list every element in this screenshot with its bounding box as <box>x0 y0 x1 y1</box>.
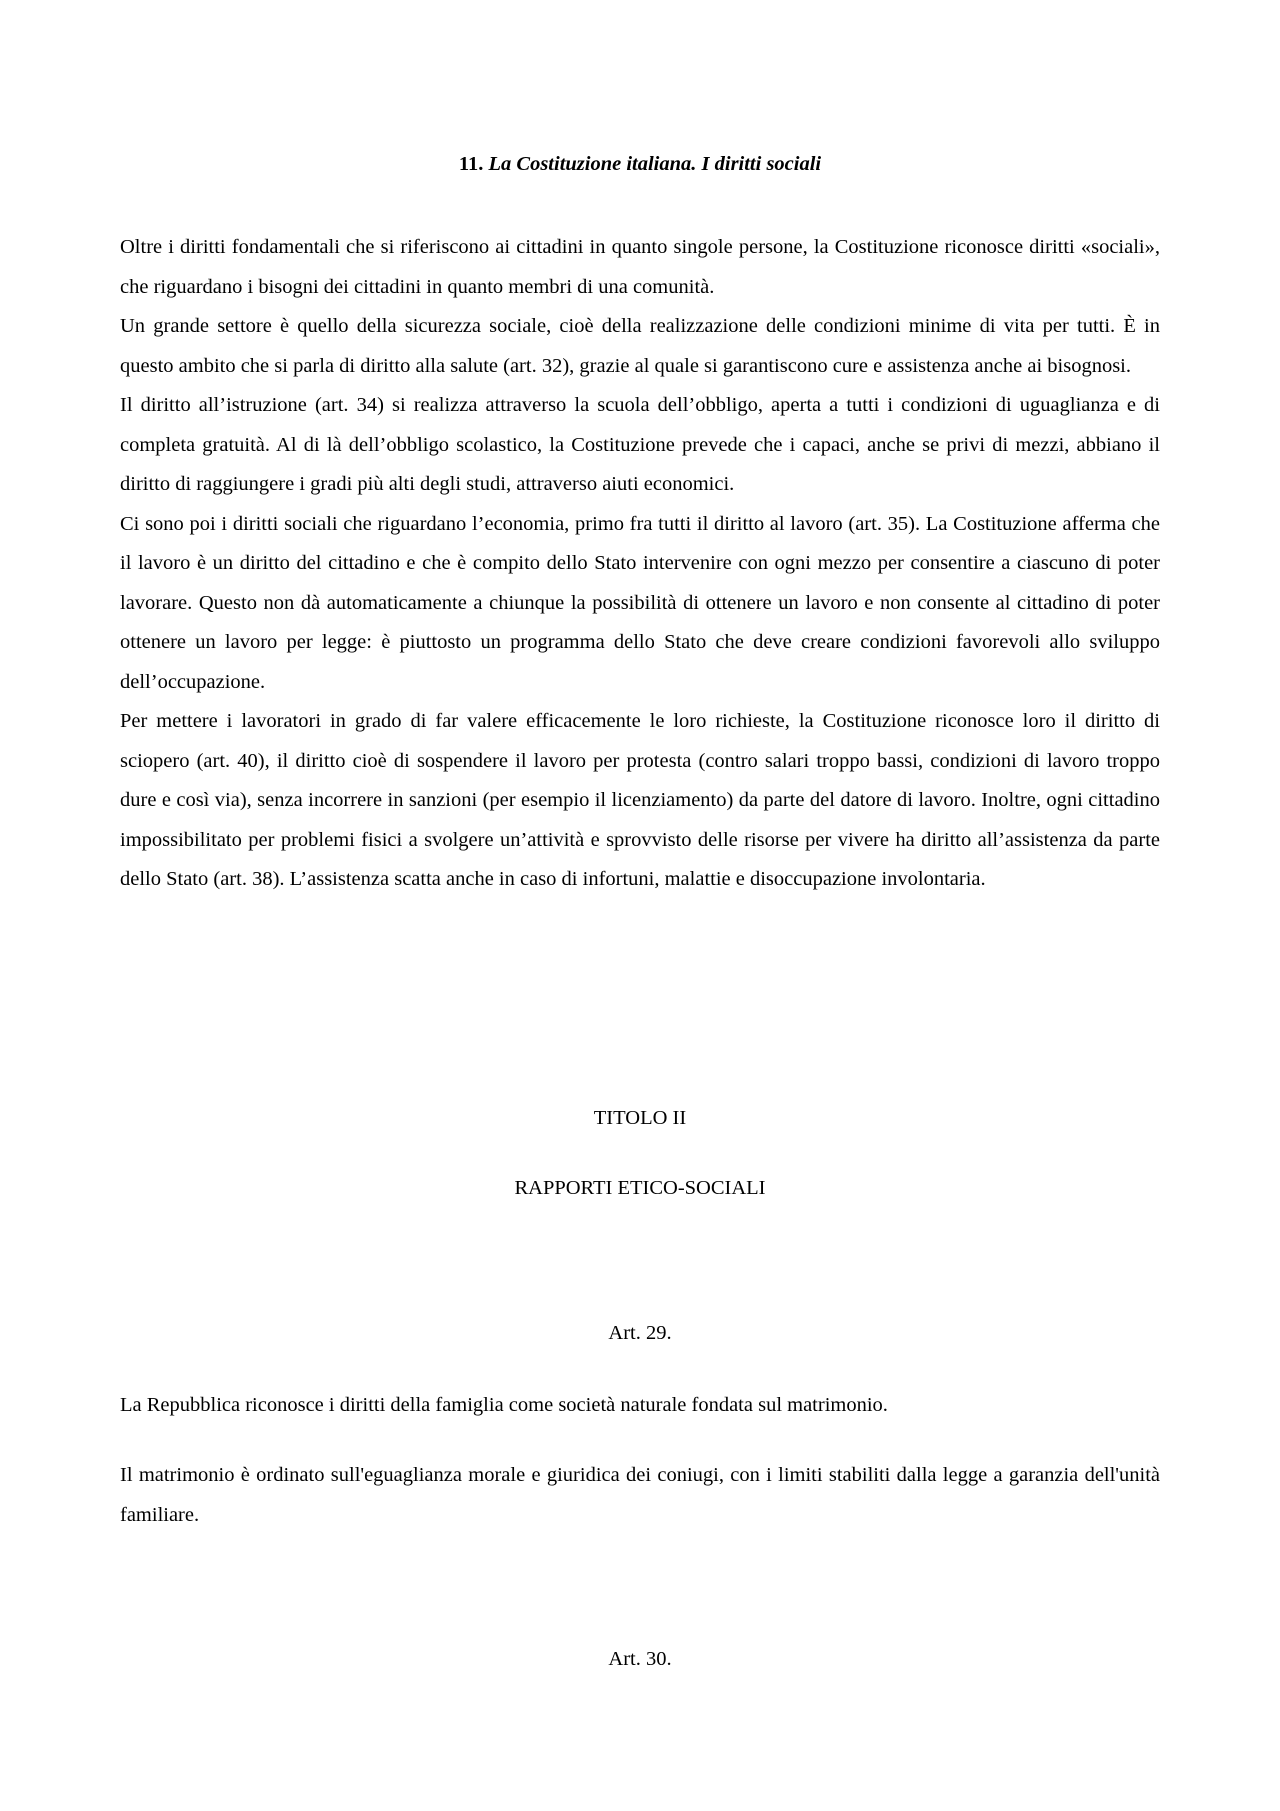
article-paragraph: La Repubblica riconosce i diritti della famiglia come società naturale fondata sul matrimonio. <box>120 1394 888 1416</box>
article-30-heading: Art. 30. <box>608 1648 672 1670</box>
paragraph: Per mettere i lavoratori in grado di far valere efficacemente le loro richieste, la Costituzione riconosce loro il diritto di sciopero (art. 40), il diritto cioè di sospendere il lavoro per protesta (contro salari troppo bassi, condizioni di lavoro troppo dure e così via), senza incorrere in sanzioni (per esempio il licenziamento) da parte del datore di lavoro. Inoltre, ogni cittadino impossibilitato per problemi fisici a svolgere un’attività e sprovvisto delle risorse per vivere ha diritto all’assistenza da parte dello Stato (art. 38). L’assistenza scatta anche in caso di infortuni, malattie e disoccupazione involontaria. <box>120 710 1160 890</box>
section-number: 11. <box>458 153 484 175</box>
article-29-body-2 <box>120 1455 1160 1535</box>
titolo-subtitle: RAPPORTI ETICO-SOCIALI <box>514 1177 766 1199</box>
titolo-label: TITOLO II <box>593 1107 687 1129</box>
article-paragraph: Il matrimonio è ordinato sull'eguaglianza morale e giuridica dei coniugi, con i limiti stabiliti dalla legge a garanzia dell'unità familiare. <box>120 1464 1160 1526</box>
section-heading <box>120 152 1160 176</box>
paragraph: Un grande settore è quello della sicurezza sociale, cioè della realizzazione delle condizioni minime di vita per tutti. È in questo ambito che si parla di diritto alla salute (art. 32), grazie al quale si garantiscono cure e assistenza anche ai bisognosi. <box>120 315 1160 377</box>
paragraph: Il diritto all’istruzione (art. 34) si realizza attraverso la scuola dell’obbligo, aperta a tutti i condizioni di uguaglianza e di completa gratuità. Al di là dell’obbligo scolastico, la Costituzione prevede che i capaci, anche se privi di mezzi, abbiano il diritto di raggiungere i gradi più alti degli studi, attraverso aiuti economici. <box>120 394 1160 495</box>
paragraph: Ci sono poi i diritti sociali che riguardano l’economia, primo fra tutti il diritto al lavoro (art. 35). La Costituzione afferma che il lavoro è un diritto del cittadino e che è compito dello Stato intervenire con ogni mezzo per consentire a ciascuno di poter lavorare. Questo non dà automaticamente a chiunque la possibilità di ottenere un lavoro e non consente al cittadino di poter ottenere un lavoro per legge: è piuttosto un programma dello Stato che deve creare condizioni favorevoli allo sviluppo dell’occupazione. <box>120 512 1160 693</box>
paragraph: Oltre i diritti fondamentali che si riferiscono ai cittadini in quanto singole persone, la Costituzione riconosce diritti «sociali», che riguardano i bisogni dei cittadini in quanto membri di una comunità. <box>120 236 1160 298</box>
section-body <box>120 228 1160 900</box>
article-29-body <box>120 1385 1160 1425</box>
section-title: La Costituzione italiana. I diritti sociali <box>488 153 822 175</box>
article-29-heading: Art. 29. <box>608 1322 672 1344</box>
